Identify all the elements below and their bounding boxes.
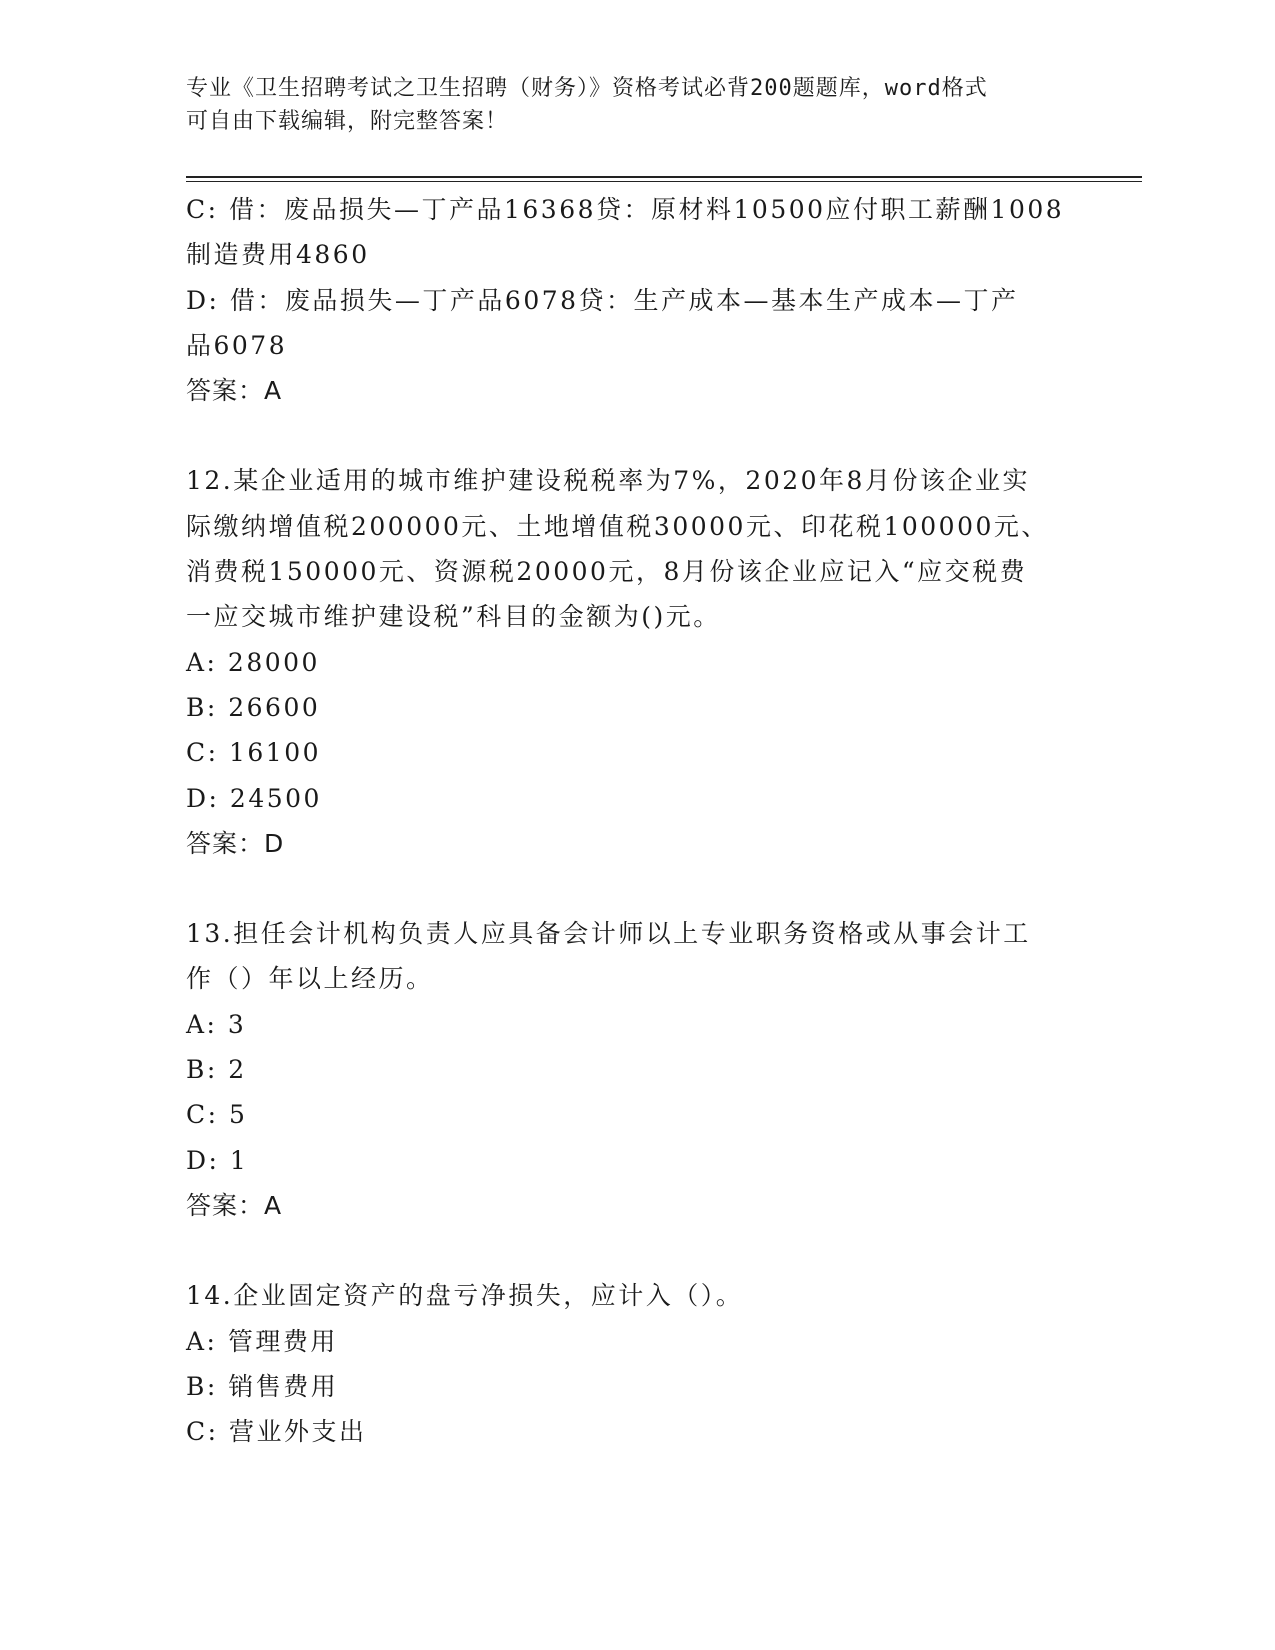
option-d-line-2: 品6078 bbox=[186, 330, 288, 360]
spacer bbox=[186, 413, 1066, 458]
question-stem-line: 际缴纳增值税200000元、土地增值税30000元、印花税100000元、 bbox=[186, 511, 1049, 541]
spacer bbox=[186, 866, 1066, 911]
option-b: B: 销售费用 bbox=[186, 1371, 339, 1401]
question-content bbox=[186, 187, 1066, 1454]
option-b: B: 26600 bbox=[186, 692, 321, 722]
answer-label: 答案：A bbox=[186, 1190, 283, 1220]
header-title-line-2: 可自由下载编辑，附完整答案！ bbox=[186, 109, 509, 134]
spacer bbox=[186, 1228, 1066, 1273]
document-header bbox=[186, 72, 1086, 138]
question-12 bbox=[186, 458, 1066, 866]
question-stem-line: 一应交城市维护建设税”科目的金额为()元。 bbox=[186, 602, 721, 632]
answer-label: 答案：D bbox=[186, 828, 285, 858]
option-c: C: 16100 bbox=[186, 738, 322, 768]
option-d: D: 1 bbox=[186, 1145, 249, 1175]
option-a: A: 管理费用 bbox=[186, 1326, 338, 1356]
option-c: C: 5 bbox=[186, 1100, 248, 1130]
question-stem-line: 14.企业固定资产的盘亏净损失，应计入（）。 bbox=[186, 1281, 744, 1311]
question-14 bbox=[186, 1273, 1066, 1454]
answer-label: 答案：A bbox=[186, 376, 283, 406]
option-a: A: 28000 bbox=[186, 647, 320, 677]
option-c-line-2: 制造费用4860 bbox=[186, 240, 370, 270]
option-d-line-1: D: 借：废品损失—丁产品6078贷：生产成本—基本生产成本—丁产 bbox=[186, 285, 1019, 315]
option-a: A: 3 bbox=[186, 1009, 247, 1039]
question-stem-line: 作（）年以上经历。 bbox=[186, 964, 434, 994]
question-stem-line: 13.担任会计机构负责人应具备会计师以上专业职务资格或从事会计工 bbox=[186, 919, 1031, 949]
question-13 bbox=[186, 911, 1066, 1228]
question-stem-line: 消费税150000元、资源税20000元，8月份该企业应记入“应交税费 bbox=[186, 557, 1028, 587]
option-b: B: 2 bbox=[186, 1055, 247, 1085]
question-stem-line: 12.某企业适用的城市维护建设税税率为7%，2020年8月份该企业实 bbox=[186, 466, 1030, 496]
previous-question bbox=[186, 187, 1066, 413]
option-c-line-1: C: 借：废品损失—丁产品16368贷：原材料10500应付职工薪酬1008 bbox=[186, 195, 1065, 224]
option-d: D: 24500 bbox=[186, 783, 322, 813]
header-title-line-1: 专业《卫生招聘考试之卫生招聘（财务）》资格考试必背200题题库，word格式 bbox=[186, 76, 988, 101]
option-c: C: 营业外支出 bbox=[186, 1417, 367, 1447]
header-divider-thin bbox=[186, 181, 1142, 182]
header-divider-thick bbox=[186, 176, 1142, 178]
